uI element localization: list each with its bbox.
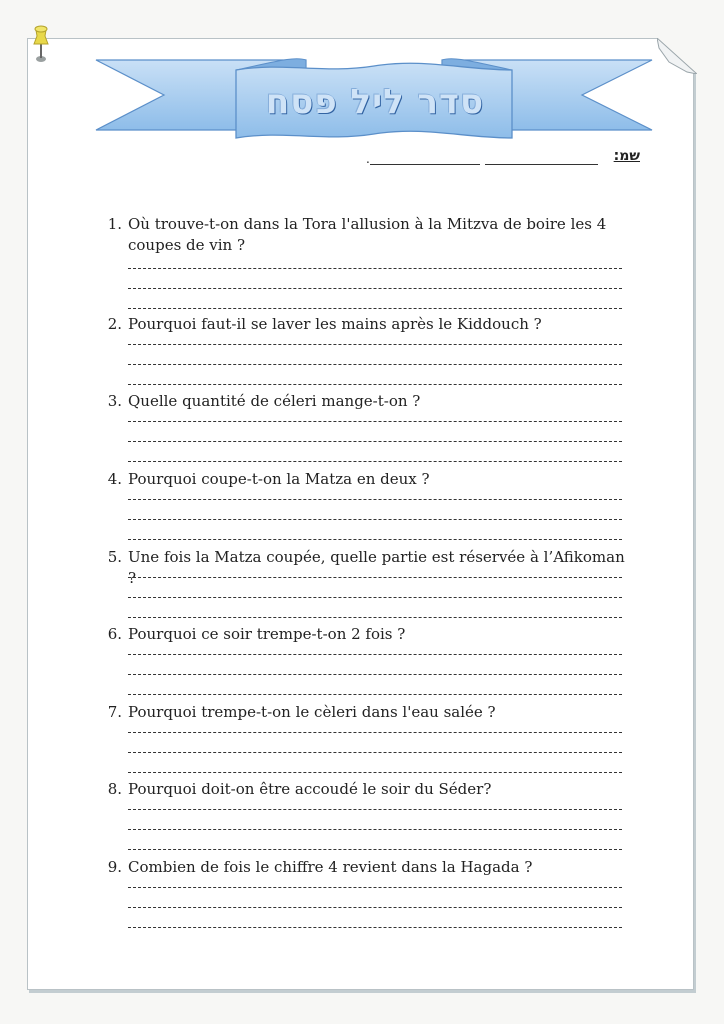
answer-line[interactable] xyxy=(128,519,622,520)
worksheet-page xyxy=(27,38,694,990)
answer-line[interactable] xyxy=(128,384,622,385)
question-number: 8. xyxy=(107,780,122,798)
answer-line[interactable] xyxy=(128,539,622,540)
push-pin-icon xyxy=(28,24,54,64)
answer-line[interactable] xyxy=(128,809,622,810)
name-line-second[interactable] xyxy=(370,164,480,165)
answer-line[interactable] xyxy=(128,288,622,289)
question-text: Pourquoi trempe-t-on le cèleri dans l'eau salée ? xyxy=(128,703,496,721)
folded-corner-icon xyxy=(657,38,697,74)
question-text: Pourquoi ce soir trempe-t-on 2 fois ? xyxy=(128,625,406,643)
answer-line[interactable] xyxy=(128,461,622,462)
answer-line[interactable] xyxy=(128,674,622,675)
name-label: שמ: xyxy=(613,148,640,164)
question-text: Pourquoi coupe-t-on la Matza en deux ? xyxy=(128,470,430,488)
answer-line[interactable] xyxy=(128,849,622,850)
question-number: 2. xyxy=(107,315,122,333)
question-text: Où trouve-t-on dans la Tora l'allusion à la Mitzva de boire les 4 coupes de vin ? xyxy=(128,215,607,254)
answer-line[interactable] xyxy=(128,577,622,578)
answer-line[interactable] xyxy=(128,887,622,888)
answer-line[interactable] xyxy=(128,694,622,695)
answer-line[interactable] xyxy=(128,732,622,733)
question-number: 7. xyxy=(107,703,122,721)
question-text: Pourquoi doit-on être accoudé le soir du Séder? xyxy=(128,780,492,798)
question-number: 4. xyxy=(107,470,122,488)
answer-line[interactable] xyxy=(128,364,622,365)
answer-line[interactable] xyxy=(128,772,622,773)
question-number: 3. xyxy=(107,392,122,410)
page-title: סדר ליל פסח xyxy=(265,82,485,122)
answer-line[interactable] xyxy=(128,441,622,442)
answer-line[interactable] xyxy=(128,829,622,830)
question-number: 1. xyxy=(107,215,122,233)
answer-line[interactable] xyxy=(128,268,622,269)
question-text: Quelle quantité de céleri mange-t-on ? xyxy=(128,392,421,410)
answer-line[interactable] xyxy=(128,344,622,345)
answer-line[interactable] xyxy=(128,421,622,422)
question-text: Combien de fois le chiffre 4 revient dans la Hagada ? xyxy=(128,858,533,876)
question-number: 6. xyxy=(107,625,122,643)
question-number: 9. xyxy=(107,858,122,876)
answer-line[interactable] xyxy=(128,499,622,500)
question-text: Une fois la Matza coupée, quelle partie est réservée à l’Afikoman ? xyxy=(128,548,625,587)
name-field-row xyxy=(360,146,640,170)
answer-line[interactable] xyxy=(128,927,622,928)
name-line-first[interactable] xyxy=(485,164,598,165)
answer-line[interactable] xyxy=(128,654,622,655)
question-number: 5. xyxy=(107,548,122,566)
question-text: Pourquoi faut-il se laver les mains après le Kiddouch ? xyxy=(128,315,542,333)
answer-line[interactable] xyxy=(128,752,622,753)
answer-line[interactable] xyxy=(128,308,622,309)
name-separator: . xyxy=(366,152,370,166)
answer-line[interactable] xyxy=(128,597,622,598)
answer-line[interactable] xyxy=(128,907,622,908)
answer-line[interactable] xyxy=(128,617,622,618)
